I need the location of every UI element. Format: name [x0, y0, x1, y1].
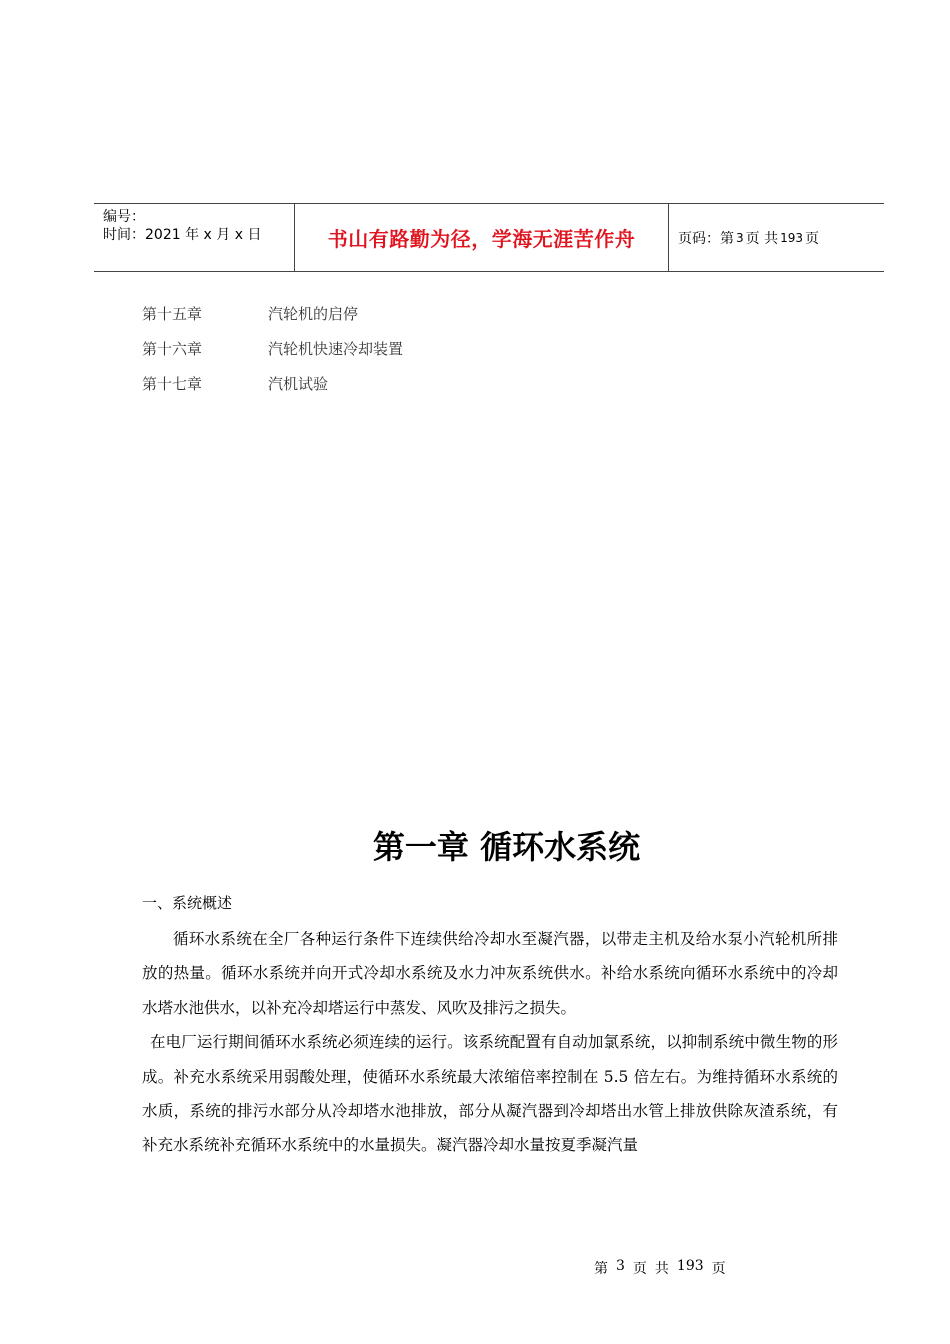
- body-text: [142, 922, 838, 1163]
- footer-text: 页: [711, 1261, 726, 1277]
- section-heading: 一、系统概述: [142, 894, 233, 912]
- page-total: 193: [780, 230, 803, 245]
- toc-chapter: 第十五章: [142, 305, 203, 323]
- paragraph: 在电厂运行期间循环水系统必须连续的运行。该系统配置有自动加氯系统，以抑制系统中微生物的形成。补充水系统采用弱酸处理，使循环水系统最大浓缩倍率控制在 5.5 倍左右。为维持循环水系统的水质，系统的排污水部分从冷却塔水池排放，部分从凝汽器到冷却塔出水管上排放供除灰渣系统，有补充水系统补充循环水系统中的水量损失。凝汽器冷却水量按夏季凝汽量: [142, 1033, 838, 1155]
- header-divider: [668, 204, 669, 271]
- chapter-title: 第一章 循环水系统: [372, 828, 641, 866]
- page-mid: 页 共: [745, 230, 779, 247]
- table-of-contents: [142, 303, 403, 408]
- page-suffix: 页: [805, 230, 819, 247]
- toc-title: 汽轮机快速冷却装置: [268, 340, 404, 358]
- footer-text: 共: [654, 1261, 669, 1277]
- page-footer: [594, 1258, 726, 1278]
- paragraph: 循环水系统在全厂各种运行条件下连续供给冷却水至凝汽器，以带走主机及给水泵小汽轮机所排放的热量。循环水系统并向开式冷却水系统及水力冲灰系统供水。补给水系统向循环水系统中的冷却水塔水池供水，以补充冷却塔运行中蒸发、风吹及排污之损失。: [142, 930, 838, 1017]
- header-meta: [94, 204, 294, 271]
- toc-title: 汽机试验: [268, 375, 329, 393]
- footer-text: 页: [632, 1261, 647, 1277]
- footer-text: 第: [594, 1261, 608, 1277]
- toc-title: 汽轮机的启停: [268, 305, 359, 323]
- footer-page-current: 3: [616, 1258, 625, 1274]
- toc-item: [142, 303, 403, 338]
- date-label: 时间：2021 年 x 月 x 日: [103, 227, 262, 243]
- footer-page-total: 193: [676, 1258, 704, 1274]
- toc-item: [142, 338, 403, 373]
- number-label: 编号：: [103, 209, 145, 225]
- toc-chapter: 第十六章: [142, 340, 203, 358]
- header-motto: 书山有路勤为径，学海无涯苦作舟: [327, 227, 636, 251]
- toc-item: [142, 373, 403, 408]
- toc-chapter: 第十七章: [142, 375, 203, 393]
- page-header: [94, 203, 884, 272]
- header-page-info: [678, 204, 819, 271]
- page-prefix: 页码：第: [678, 230, 734, 247]
- page-current: 3: [736, 230, 744, 245]
